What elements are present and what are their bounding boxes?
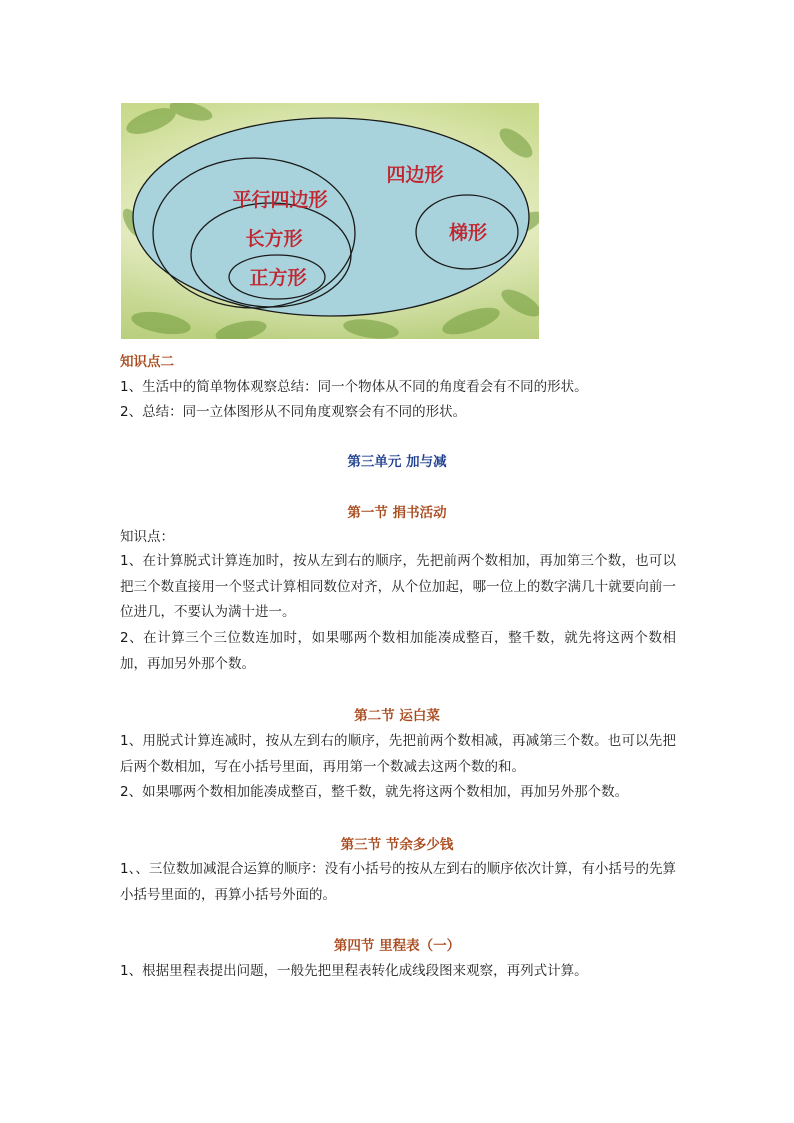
knowledge-point-2-heading: 知识点二	[120, 354, 174, 370]
venn-diagram	[121, 103, 539, 339]
label-trapezoid: 梯形	[448, 222, 488, 244]
label-rectangle: 长方形	[245, 228, 303, 250]
section3-paragraph-1: 1、、三位数加减混合运算的顺序：没有小括号的按从左到右的顺序依次计算，有小括号的先算小括号里面的，再算小括号外面的。	[120, 861, 676, 903]
quadrilateral-venn-figure	[121, 103, 539, 339]
section1-label: 知识点：	[120, 529, 174, 545]
kp2-item-1: 1、生活中的简单物体观察总结：同一个物体从不同的角度看会有不同的形状。	[120, 379, 588, 395]
section4-paragraph-1: 1、根据里程表提出问题，一般先把里程表转化成线段图来观察，再列式计算。	[120, 963, 588, 979]
label-parallelogram: 平行四边形	[232, 189, 328, 211]
section4-title: 第四节 里程表（一）	[333, 938, 461, 954]
section2-paragraph-1: 1、用脱式计算连减时，按从左到右的顺序，先把前两个数相减，再减第三个数。也可以先把后两个数相加，写在小括号里面，再用第一个数减去这两个数的和。	[120, 733, 676, 775]
unit3-title: 第三单元 加与减	[347, 454, 447, 470]
kp2-item-2: 2、总结：同一立体图形从不同角度观察会有不同的形状。	[120, 404, 467, 420]
section3-title: 第三节 节余多少钱	[340, 837, 454, 853]
section2-title: 第二节 运白菜	[354, 708, 440, 724]
section1-title: 第一节 捐书活动	[347, 505, 447, 521]
quadrilateral-ellipse	[133, 118, 529, 316]
label-square: 正方形	[249, 267, 307, 289]
section2-paragraph-2: 2、如果哪两个数相加能凑成整百，整千数，就先将这两个数相加，再加另外那个数。	[120, 784, 629, 800]
section1-paragraph-2: 2、在计算三个三位数连加时，如果哪两个数相加能凑成整百，整千数，就先将这两个数相加，再加另外那个数。	[120, 630, 676, 672]
section1-paragraph-1: 1、在计算脱式计算连加时，按从左到右的顺序，先把前两个数相加，再加第三个数，也可以把三个数直接用一个竖式计算相同数位对齐，从个位加起，哪一位上的数字满几十就要向前一位进几，不要认为满十进一。	[120, 553, 676, 620]
label-quadrilateral: 四边形	[386, 164, 444, 186]
